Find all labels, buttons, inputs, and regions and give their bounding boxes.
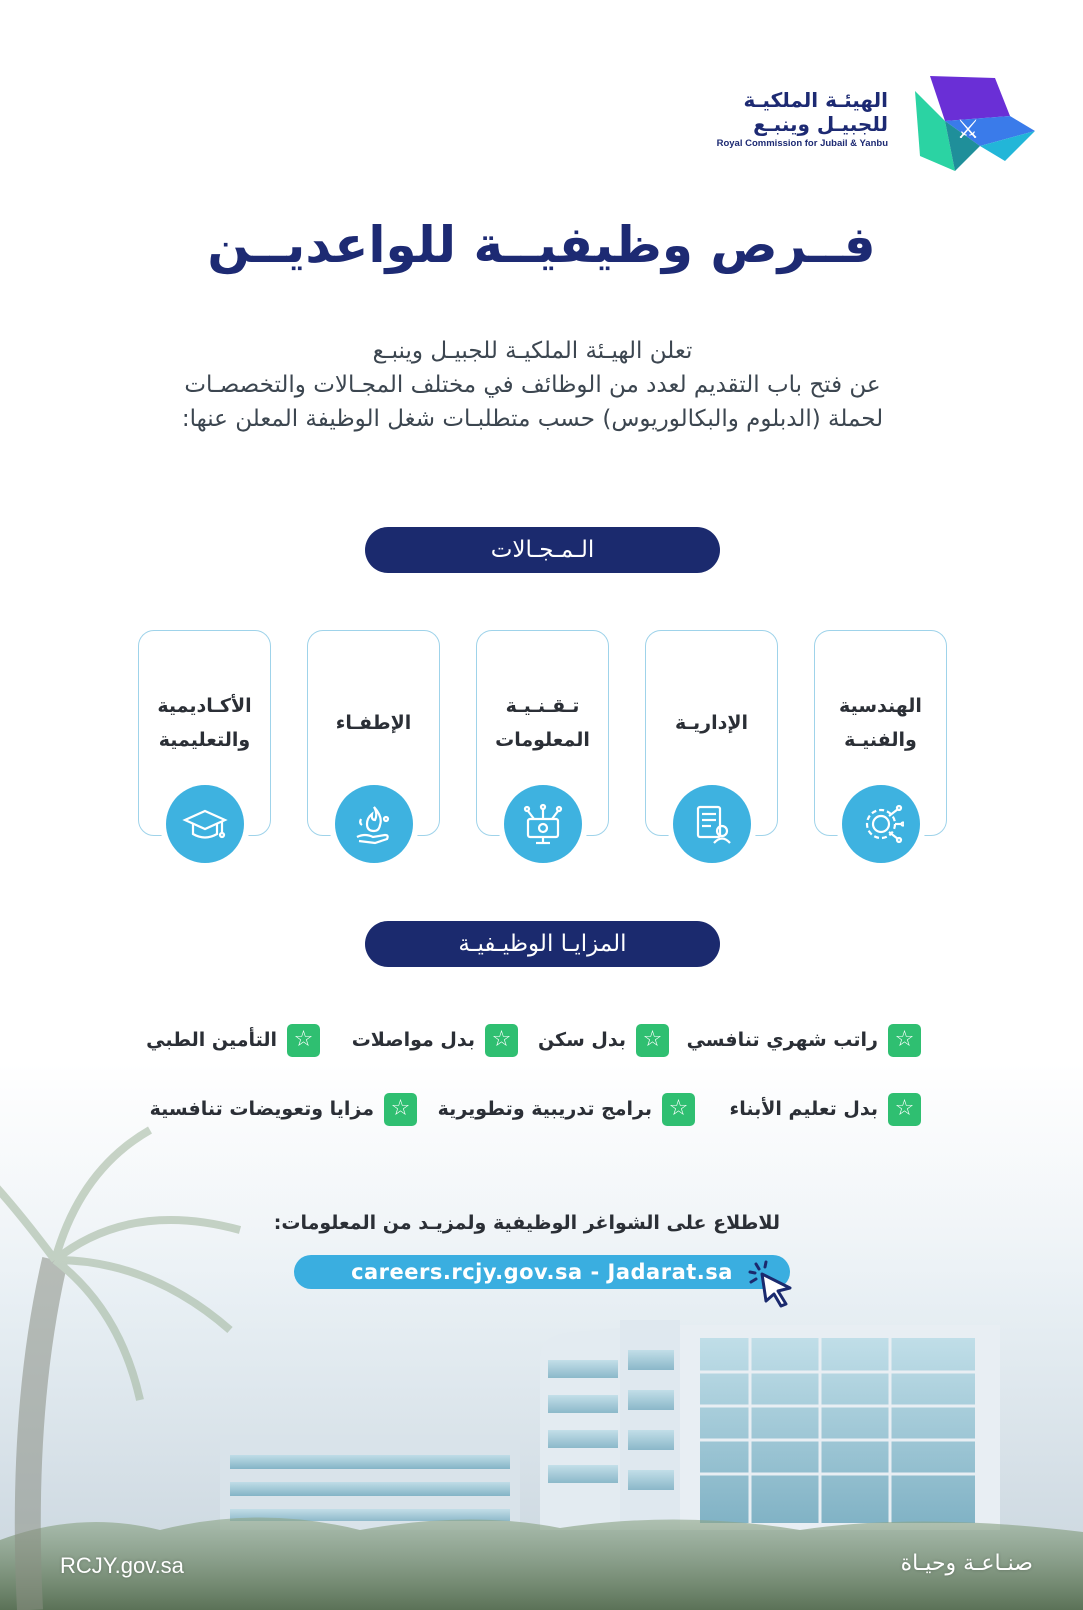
logo-mark-icon	[910, 76, 1040, 176]
benefit-item	[687, 1023, 921, 1057]
fields-cards	[136, 630, 951, 860]
benefit-item	[438, 1092, 695, 1126]
logo-arabic-line2: للجبيـل وينبـع	[753, 112, 888, 136]
computer-network-icon	[504, 785, 582, 863]
benefit-label: راتب شهري تنافسي	[686, 1029, 878, 1051]
star-icon: ☆	[662, 1093, 695, 1126]
benefit-item	[146, 1023, 320, 1057]
svg-text:⚔: ⚔	[956, 115, 980, 145]
graduation-cap-icon	[166, 785, 244, 863]
benefit-item	[352, 1023, 518, 1057]
intro-line-3: لحملة (الدبلوم والبكالوريوس) حسب متطلبـات شغل الوظيفة المعلن عنها:	[181, 406, 884, 432]
benefit-item	[730, 1092, 922, 1126]
field-card-label: الإداريـة	[675, 712, 749, 734]
intro-line-1: تعلن الهيـئة الملكيـة للجبيـل وينبـع	[372, 338, 693, 364]
gear-circuit-icon	[842, 785, 920, 863]
star-icon: ☆	[636, 1024, 669, 1057]
fields-header: الـمـجـالات	[365, 527, 720, 573]
footer-slogan: صنـاعـة وحيـاة	[900, 1551, 1033, 1576]
logo-english-name: Royal Commission for Jubail & Yanbu	[716, 138, 888, 149]
page-title: فــرص وظيفيــة للواعديــن	[207, 216, 876, 274]
benefit-label: بدل تعليم الأبناء	[729, 1098, 878, 1120]
building-scene-image	[0, 1110, 1083, 1610]
benefit-label: التأمين الطبي	[146, 1029, 277, 1051]
careers-url-link[interactable]: careers.rcjy.gov.sa - Jadarat.sa	[294, 1255, 790, 1289]
benefit-label: بدل سكن	[537, 1029, 626, 1051]
field-card-academic	[138, 630, 271, 836]
field-card-it	[476, 630, 609, 836]
logo-arabic-line1: الهيئـة الملكيـة	[743, 88, 888, 112]
star-icon: ☆	[485, 1024, 518, 1057]
benefit-label: بدل مواصلات	[351, 1029, 475, 1051]
field-card-label: الأكـاديمية والتعليمية	[157, 695, 252, 751]
field-card-administration	[645, 630, 778, 836]
star-icon: ☆	[888, 1093, 921, 1126]
star-icon: ☆	[287, 1024, 320, 1057]
cursor-click-icon	[746, 1258, 798, 1310]
field-card-label: الإطفـاء	[335, 712, 412, 734]
document-user-icon	[673, 785, 751, 863]
field-card-label: الهندسية والفنيـة	[839, 695, 922, 751]
benefit-item	[538, 1023, 669, 1057]
benefits-header: المزايـا الوظيـفيـة	[365, 921, 720, 967]
field-card-engineering	[814, 630, 947, 836]
intro-paragraph	[120, 334, 945, 436]
benefit-label: مزايا وتعويضات تنافسية	[149, 1098, 374, 1120]
field-card-firefighting	[307, 630, 440, 836]
intro-line-2: عن فتح باب التقديم لعدد من الوظائف في مختلف المجـالات والتخصصـات	[184, 372, 881, 398]
star-icon: ☆	[888, 1024, 921, 1057]
field-card-label: تـقـنـيـة المعلومات	[495, 695, 590, 751]
contact-label: للاطلاع على الشواغر الوظيفية ولمزيـد من المعلومات:	[273, 1212, 780, 1234]
rcjy-logo	[700, 76, 1040, 176]
star-icon: ☆	[384, 1093, 417, 1126]
benefit-label: برامج تدريبية وتطويرية	[437, 1098, 652, 1120]
fire-hand-icon	[335, 785, 413, 863]
benefit-item	[150, 1092, 417, 1126]
footer-website: RCJY.gov.sa	[60, 1553, 184, 1578]
